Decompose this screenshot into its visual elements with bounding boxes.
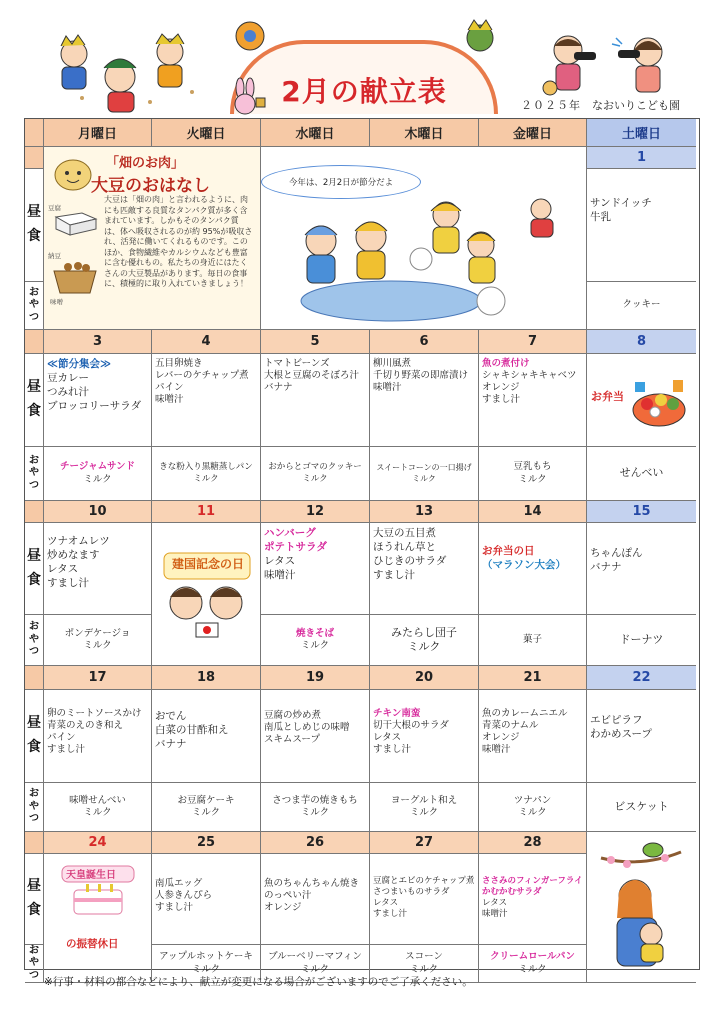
snack-item: ドーナツ — [619, 632, 664, 646]
menu-item: 味噌汁 — [482, 744, 511, 756]
highlight-dish: ささみのフィンガーフライ — [482, 876, 583, 886]
menu-item: ちゃんぽん — [590, 547, 643, 559]
snack-item: みたらし団子 — [391, 625, 457, 639]
date-3: 3 — [44, 330, 152, 354]
footer-note: ※行事・材料の都合などにより、献立が変更になる場合がございますのでご了承ください。 — [44, 976, 473, 988]
date-24: 24 — [44, 832, 152, 854]
date-12: 12 — [261, 501, 370, 523]
snack-label-week2 — [25, 447, 44, 501]
menu-item: わかめスープ — [590, 727, 652, 740]
lunch-cell-1 — [587, 169, 696, 282]
lunch-cell-7 — [479, 354, 587, 447]
national-foundation-day-cell — [152, 523, 261, 666]
lunch-label-char: 昼 — [27, 204, 41, 221]
dow-friday: 金曜日 — [479, 119, 587, 147]
title-frame — [230, 40, 498, 114]
snack-item: ビスケット — [614, 799, 669, 813]
dow-wednesday: 水曜日 — [261, 119, 370, 147]
menu-item: レタス — [482, 897, 508, 908]
menu-item: レタス — [47, 562, 79, 575]
snack-item: おからとゴマのクッキー — [268, 462, 362, 473]
school-name: なおいりこども園 — [592, 99, 680, 112]
date-5: 5 — [261, 330, 370, 354]
year-label: ２０２５年 — [521, 99, 581, 112]
lunch-cell-26 — [261, 854, 370, 945]
lunch-cell-27 — [370, 854, 479, 945]
snack-item: アップルホットケーキ — [159, 951, 253, 963]
snack-label-char: つ — [29, 813, 39, 825]
setsubun-snow-panel — [261, 147, 587, 330]
date-22: 22 — [587, 666, 696, 690]
snack-item: ミルク — [300, 640, 330, 651]
lunch-cell-5 — [261, 354, 370, 447]
highlight-dish: ポテトサラダ — [264, 540, 327, 553]
snack-item: ミルク — [83, 640, 112, 651]
snack-item: 豆乳もち — [513, 461, 552, 473]
highlight-dish: ハンバーグ — [264, 527, 316, 539]
date-10: 10 — [44, 501, 152, 523]
snack-item: ブルーベリーマフィン — [268, 951, 362, 963]
snack-label-char: や — [29, 467, 39, 479]
snack-item: ミルク — [191, 963, 221, 975]
menu-item: 豆カレー — [47, 371, 89, 384]
lunch-cell-6 — [370, 354, 479, 447]
snack-label-char: お — [29, 944, 39, 956]
emperor-birthday-cell — [44, 854, 152, 983]
lunch-cell-3 — [44, 354, 152, 447]
lunch-cell-28 — [479, 854, 587, 945]
lunch-cell-14 — [479, 523, 587, 615]
menu-calendar-grid — [24, 118, 700, 981]
date-28: 28 — [479, 832, 587, 854]
lunch-label-char: 昼 — [27, 715, 41, 732]
snack-item: ミルク — [518, 807, 547, 818]
date-15: 15 — [587, 501, 696, 523]
lunch-cell-13 — [370, 523, 479, 615]
menu-item: 豆腐の炒め煮 — [264, 710, 322, 721]
menu-item: オレンジ — [264, 902, 302, 914]
menu-item: すまし汁 — [47, 576, 89, 589]
snack-item: ミルク — [409, 807, 439, 818]
menu-item: すまし汁 — [47, 744, 86, 756]
menu-item: 大豆の五目煮 — [373, 527, 436, 539]
page-title: 2月の献立表 — [281, 75, 447, 108]
menu-item: シャキシャキキャベツ — [482, 370, 577, 382]
mother-child-illustration — [591, 838, 691, 978]
snack-label-char: お — [29, 621, 39, 633]
snack-cell-21 — [479, 783, 587, 832]
snack-cell-8 — [587, 447, 696, 501]
lunch-cell-20 — [370, 690, 479, 783]
dow-tuesday: 火曜日 — [152, 119, 261, 147]
snack-label-char: や — [29, 957, 39, 969]
highlight-dish: 魚の煮付け — [482, 358, 530, 369]
menu-item: パイン — [155, 382, 184, 394]
snack-label-char: お — [29, 286, 39, 298]
menu-item: スキムスープ — [264, 734, 320, 746]
dow-monday: 月曜日 — [44, 119, 152, 147]
natto-label: 納豆 — [48, 252, 61, 260]
menu-item: 五目卵焼き — [155, 358, 203, 369]
menu-item: 味噌汁 — [482, 908, 508, 919]
menu-item: 青菜のナムル — [482, 720, 539, 732]
menu-item: 炒めなます — [47, 548, 100, 561]
date-6: 6 — [370, 330, 479, 354]
lunch-label-week5 — [25, 854, 44, 945]
snack-cell-15 — [587, 615, 696, 666]
speech-bubble: 今年は、2月2日が節分だよ — [261, 165, 421, 199]
menu-item: 青菜のえのき和え — [47, 720, 124, 732]
date-1: 1 — [587, 147, 696, 169]
date-11: 11 — [152, 501, 261, 523]
snack-label-char: つ — [29, 479, 39, 491]
menu-item: 魚のカレームニエル — [482, 708, 568, 719]
menu-item: おでん — [155, 710, 187, 722]
menu-item: レバーのケチャップ煮 — [155, 370, 249, 382]
menu-item: すまし汁 — [373, 744, 412, 756]
snack-cell-28 — [479, 945, 587, 983]
menu-item: 千切り野菜の即席漬け — [373, 370, 469, 382]
lunch-label-char: 昼 — [27, 547, 41, 564]
menu-item: 切干大根のサラダ — [373, 720, 449, 732]
snack-item: きな粉入り黒糖蒸しパン — [159, 462, 253, 473]
lunch-cell-10 — [44, 523, 152, 615]
lunch-cell-17 — [44, 690, 152, 783]
lunch-label-char: 食 — [27, 403, 41, 419]
week1-date-corner — [25, 147, 44, 169]
snack-item: スイートコーンの一口揚げ — [376, 463, 472, 473]
date-7: 7 — [479, 330, 587, 354]
snack-cell-3 — [44, 447, 152, 501]
snack-cell-10 — [44, 615, 152, 666]
snack-item: ミルク — [83, 807, 112, 818]
snack-item: スコーン — [405, 951, 443, 963]
feature-body-text: 大豆は「畑の肉」と言われるように、肉にも匹敵する良質なタンパク質が多く含まれています。しかもそのタンパク質は、体へ吸収されるのが約 95%が吸収され、活発に働いてくれるものです。このほか、食物繊維やカルシウムなども豊富に含む優れもの。私たちの身近にはたくさんの大豆製品があります。毎日の食事に、積極的に取り入れていきましょう！ — [104, 195, 253, 289]
snack-item: ミルク — [518, 963, 547, 975]
snack-item: ミルク — [300, 807, 330, 818]
snack-item: 菓子 — [522, 633, 542, 645]
menu-item: 味噌汁 — [264, 568, 296, 581]
lunch-label-char: 食 — [27, 571, 41, 588]
dow-saturday: 土曜日 — [587, 119, 696, 147]
date-25: 25 — [152, 832, 261, 854]
snack-item: ミルク — [518, 473, 547, 485]
menu-item: 卵のミートソースかけ — [47, 708, 142, 719]
snack-item: ミルク — [300, 963, 330, 975]
date-27: 27 — [370, 832, 479, 854]
menu-item: 南瓜としめじの味噌 — [264, 722, 350, 734]
emperor-birthday-title: 天皇誕生日 — [66, 870, 116, 881]
date-13: 13 — [370, 501, 479, 523]
corner-cell — [25, 119, 44, 147]
snack-item: ヨーグルト和え — [390, 794, 458, 806]
week4-date-corner — [25, 666, 44, 690]
snack-label-week5 — [25, 945, 44, 983]
date-20: 20 — [370, 666, 479, 690]
menu-item: 大根と豆腐のそぼろ汁 — [264, 370, 360, 382]
snack-cell-13 — [370, 615, 479, 666]
snack-label-char: や — [29, 800, 39, 812]
bento-box-icon — [629, 374, 689, 434]
highlight-snack: チージャムサンド — [60, 461, 135, 473]
snack-label-char: つ — [29, 311, 39, 323]
menu-item: すまし汁 — [373, 568, 415, 581]
lunch-cell-21 — [479, 690, 587, 783]
menu-item: 白菜の甘酢和え — [155, 723, 229, 736]
snack-item: ミルク — [302, 473, 328, 484]
highlight-snack: クリームロールパン — [490, 951, 575, 963]
menu-item: すまし汁 — [373, 908, 408, 919]
bento-day-label: お弁当の日 — [482, 545, 535, 557]
miso-label: 味噌 — [50, 298, 63, 306]
menu-item: すまし汁 — [482, 394, 521, 406]
menu-item: レタス — [373, 897, 399, 908]
date-14: 14 — [479, 501, 587, 523]
rabbit-icon — [226, 78, 266, 116]
feature-title-1: 「畑のお肉」 — [106, 156, 185, 171]
menu-item: バナナ — [155, 737, 187, 750]
lunch-cell-18 — [152, 690, 261, 783]
menu-item: ほうれん草と — [373, 540, 436, 553]
snack-item: さつま芋の焼きもち — [272, 794, 358, 806]
menu-item: 牛乳 — [590, 210, 611, 223]
date-19: 19 — [261, 666, 370, 690]
menu-item: レタス — [373, 732, 402, 744]
lunch-label-week3 — [25, 523, 44, 615]
snack-label-week3 — [25, 615, 44, 666]
date-8: 8 — [587, 330, 696, 354]
soybean-feature-panel — [44, 147, 261, 330]
menu-item: さつまいものサラダ — [373, 886, 450, 897]
lunch-cell-15 — [587, 523, 696, 615]
menu-item: オレンジ — [482, 382, 520, 394]
menu-item: 味噌汁 — [373, 382, 402, 394]
snack-item: せんべい — [619, 466, 664, 480]
snack-item: ミルク — [412, 473, 436, 483]
menu-item: のっぺい汁 — [264, 890, 312, 902]
lunch-cell-8 — [587, 354, 696, 447]
snack-item: ミルク — [409, 963, 439, 975]
snack-cell-6 — [370, 447, 479, 501]
menu-item: トマトビーンズ — [264, 358, 330, 369]
menu-item: ツナオムレツ — [47, 535, 110, 547]
lunch-label-char: 食 — [27, 902, 41, 918]
tofu-icon — [52, 209, 100, 235]
snack-cell-4 — [152, 447, 261, 501]
menu-item: ブロッコリーサラダ — [47, 399, 142, 412]
snack-cell-20 — [370, 783, 479, 832]
date-17: 17 — [44, 666, 152, 690]
snack-cell-14 — [479, 615, 587, 666]
page-header — [0, 0, 724, 118]
menu-item: バナナ — [590, 560, 622, 573]
highlight-dish: チキン南蛮 — [373, 708, 421, 719]
date-18: 18 — [152, 666, 261, 690]
date-26: 26 — [261, 832, 370, 854]
menu-item: 魚のちゃんちゃん焼き — [264, 878, 360, 889]
menu-item: レタス — [264, 554, 296, 567]
snack-cell-18 — [152, 783, 261, 832]
dow-thursday: 木曜日 — [370, 119, 479, 147]
mother-child-illustration-cell — [587, 832, 696, 983]
snack-cell-17 — [44, 783, 152, 832]
snow-play-kids-illustration — [281, 201, 571, 321]
substitute-holiday-label: の振替休日 — [66, 938, 119, 950]
menu-item: オレンジ — [482, 732, 520, 744]
feature-title-2: 大豆のおはなし — [91, 176, 210, 196]
snack-cell-22 — [587, 783, 696, 832]
snack-label-char: つ — [29, 969, 39, 981]
event-label: ≪節分集会≫ — [47, 358, 111, 370]
lunch-cell-4 — [152, 354, 261, 447]
date-4: 4 — [152, 330, 261, 354]
snack-item: ミルク — [83, 473, 112, 485]
snack-item: ミルク — [191, 807, 221, 818]
menu-item: サンドイッチ — [590, 197, 652, 209]
snack-cell-5 — [261, 447, 370, 501]
highlight-snack: 焼きそば — [295, 627, 334, 639]
menu-item: 南瓜エッグ — [155, 878, 203, 889]
lunch-cell-22 — [587, 690, 696, 783]
week2-date-corner — [25, 330, 44, 354]
soybean-character-icon — [50, 153, 96, 197]
marathon-label: （マラソン大会） — [482, 558, 566, 571]
snack-cell-12 — [261, 615, 370, 666]
snack-item: ミルク — [193, 473, 219, 484]
snack-item: ミルク — [407, 640, 441, 653]
lunch-label-week4 — [25, 690, 44, 783]
natto-icon — [50, 257, 100, 297]
week3-date-corner — [25, 501, 44, 523]
lunch-label-char: 昼 — [27, 379, 41, 396]
snack-label-week4 — [25, 783, 44, 832]
menu-item: 豆腐とエビのケチャップ煮 — [373, 876, 475, 886]
snack-label-week1 — [25, 282, 44, 330]
menu-item: 柳川風煮 — [373, 358, 412, 369]
snack-label-char: お — [29, 788, 39, 800]
snack-item: 味噌せんべい — [69, 794, 126, 806]
menu-item: 人参きんぴら — [155, 890, 213, 902]
menu-item: すまし汁 — [155, 902, 194, 914]
snack-item: ポンデケージョ — [64, 627, 131, 639]
snack-cell-1 — [587, 282, 696, 330]
snack-label-char: つ — [29, 646, 39, 658]
snack-item: ツナパン — [513, 794, 552, 806]
menu-item: ひじきのサラダ — [373, 554, 447, 567]
oni-kids-illustration — [52, 32, 212, 114]
snack-label-char: お — [29, 454, 39, 466]
ehomaki-kids-illustration — [538, 30, 678, 98]
lunch-cell-19 — [261, 690, 370, 783]
lunch-label-char: 食 — [27, 739, 41, 755]
menu-item: つみれ汁 — [47, 385, 89, 398]
snack-item: お豆腐ケーキ — [177, 794, 235, 806]
lunch-cell-25 — [152, 854, 261, 945]
tofu-label: 豆腐 — [48, 204, 61, 212]
snack-cell-19 — [261, 783, 370, 832]
week5-date-corner — [25, 832, 44, 854]
lunch-label-char: 食 — [27, 228, 41, 244]
holiday-title: 建国記念の日 — [172, 557, 245, 571]
menu-item: パイン — [47, 732, 76, 744]
snack-label-char: や — [29, 299, 39, 311]
menu-item: バナナ — [264, 382, 293, 394]
highlight-dish: かむかむサラダ — [482, 886, 542, 897]
lunch-label-week2 — [25, 354, 44, 447]
bento-label: お弁当 — [591, 390, 624, 403]
menu-item: エビピラフ — [590, 714, 643, 726]
menu-item: 味噌汁 — [155, 394, 184, 406]
lunch-label-char: 昼 — [27, 878, 41, 895]
snack-cell-7 — [479, 447, 587, 501]
lunch-label-week1 — [25, 169, 44, 282]
date-21: 21 — [479, 666, 587, 690]
snack-label-char: や — [29, 633, 39, 645]
snack-item: クッキー — [622, 299, 661, 311]
lunch-cell-12 — [261, 523, 370, 615]
